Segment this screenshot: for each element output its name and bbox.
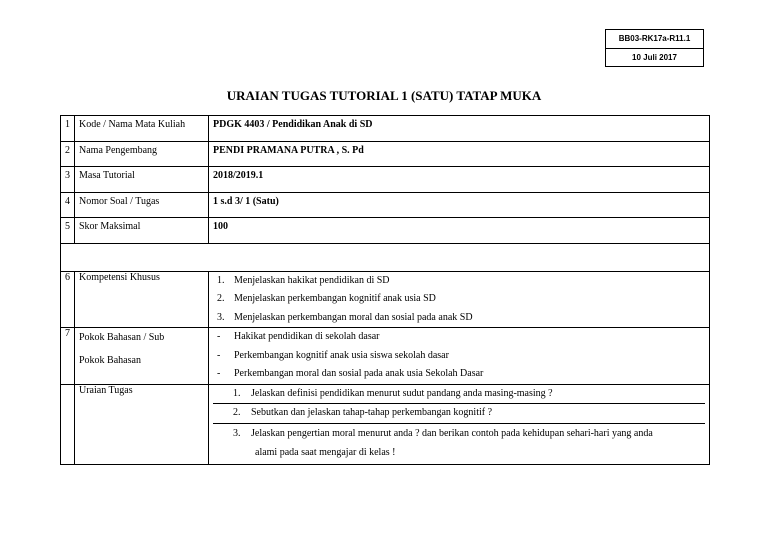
pokok-bahasan-list <box>209 328 710 385</box>
list-item: 2. Sebutkan dan jelaskan tahap-tahap perkembangan kognitif ? <box>213 404 705 424</box>
row-number: 4 <box>61 192 75 218</box>
table-row <box>61 218 710 244</box>
page-title: URAIAN TUGAS TUTORIAL 1 (SATU) TATAP MUKA <box>226 88 542 103</box>
empty-cell <box>61 243 710 271</box>
row-value: PDGK 4403 / Pendidikan Anak di SD <box>209 116 710 142</box>
table-row <box>61 167 710 193</box>
row-number: 6 <box>61 271 75 328</box>
row-value: 100 <box>209 218 710 244</box>
list-item: - Hakikat pendidikan di sekolah dasar <box>217 331 380 342</box>
kompetensi-list <box>209 271 710 328</box>
table-row <box>61 116 710 142</box>
row-label: Kode / Nama Mata Kuliah <box>75 116 209 142</box>
list-item: - Perkembangan kognitif anak usia siswa sekolah dasar <box>217 349 449 361</box>
list-item: 3. Menjelaskan perkembangan moral dan sosial pada anak SD <box>217 311 473 323</box>
uraian-tugas-row <box>61 384 710 464</box>
row-label: Skor Maksimal <box>75 218 209 244</box>
kompetensi-row <box>61 271 710 328</box>
row-value: PENDI PRAMANA PUTRA , S. Pd <box>209 141 710 167</box>
row-label: Kompetensi Khusus <box>75 271 209 328</box>
row-label <box>75 328 209 385</box>
document-code: BB03-RK17a-R11.1 <box>618 34 691 43</box>
row-label: Masa Tutorial <box>75 167 209 193</box>
uraian-tugas-list <box>209 384 710 464</box>
row-number: 5 <box>61 218 75 244</box>
row-number <box>61 384 75 464</box>
document-date: 10 Juli 2017 <box>606 48 703 67</box>
list-item: 3. Jelaskan pengertian moral menurut anda ? dan berikan contoh pada kehidupan sehari-hari yang anda alami pada saat mengajar di kelas ! <box>233 427 653 458</box>
row-number: 7 <box>61 328 75 385</box>
list-item: - Perkembangan moral dan sosial pada anak usia Sekolah Dasar <box>217 368 484 379</box>
label-line: Pokok Bahasan <box>79 355 141 366</box>
spacer-row <box>61 243 710 271</box>
list-item: 2. Menjelaskan perkembangan kognitif anak usia SD <box>217 293 436 304</box>
table-row <box>61 192 710 218</box>
row-label: Uraian Tugas <box>75 384 209 464</box>
list-item: 1. Menjelaskan hakikat pendidikan di SD <box>217 274 390 286</box>
row-number: 2 <box>61 141 75 167</box>
row-label: Nama Pengembang <box>75 141 209 167</box>
row-value: 2018/2019.1 <box>209 167 710 193</box>
table-row <box>61 141 710 167</box>
list-item: 1. Jelaskan definisi pendidikan menurut sudut pandang anda masing-masing ? <box>213 385 705 405</box>
label-line: Pokok Bahasan / Sub <box>79 332 165 343</box>
pokok-bahasan-row <box>61 328 710 385</box>
row-label: Nomor Soal / Tugas <box>75 192 209 218</box>
row-number: 1 <box>61 116 75 142</box>
assignment-table <box>60 115 710 465</box>
row-value: 1 s.d 3/ 1 (Satu) <box>209 192 710 218</box>
row-number: 3 <box>61 167 75 193</box>
document-code-box <box>605 29 704 67</box>
